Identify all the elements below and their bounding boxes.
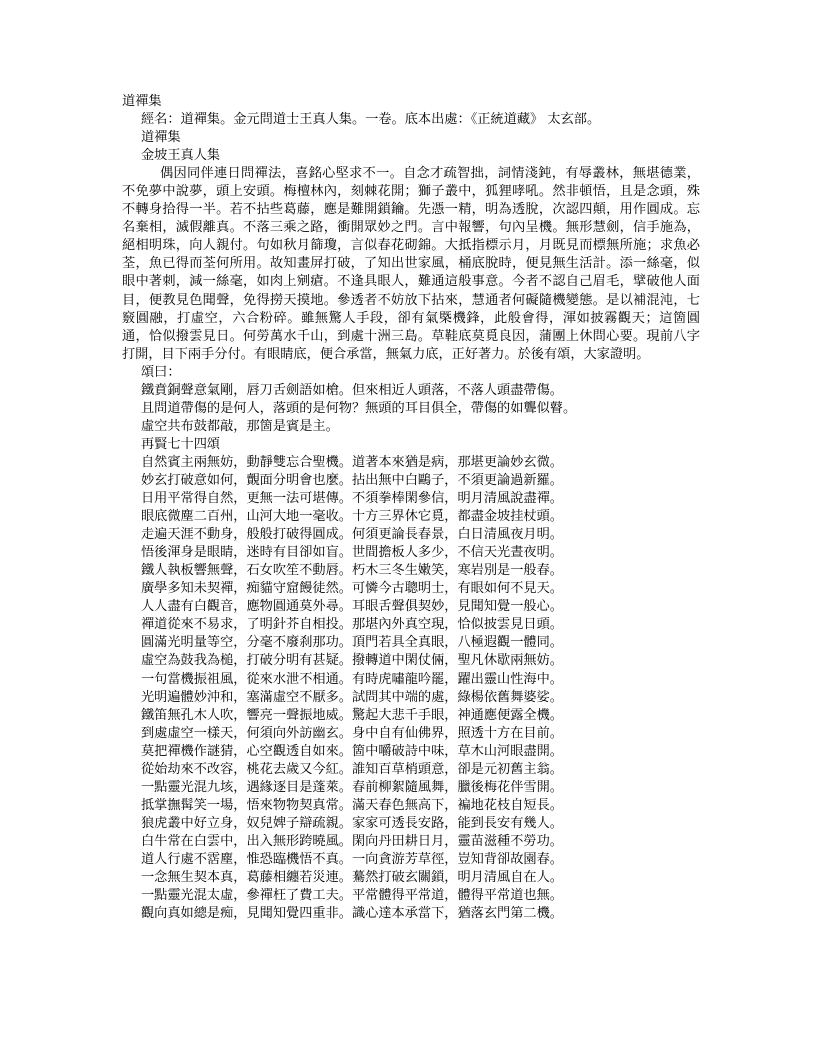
zan-verse-line: 鐵笛無孔木人吹，響亮一聲振地威。驚起大悲千手眼，神通應便露全機。 [141, 707, 563, 723]
scripture-metadata-line: 經名：道禪集。金元問道士王真人集。一卷。底本出處：《正統道藏》 太玄部。 [141, 112, 601, 128]
zan-verse-line: 日用平常得自然，更無一法可堪傳。不須拳棒閑參信，明月清風說盡禪。 [141, 491, 563, 507]
zan-section-heading: 再賢七十四頌 [141, 436, 221, 452]
zan-verse-line: 廣學多知未契禪，痴貓守窟饅徒然。可憐今古聰明士，有眼如何不見天。 [141, 581, 563, 597]
zan-verse-line: 走遍天涯不動身，般般打破得圓成。何須更論長春景，白日清風夜月明。 [141, 527, 563, 543]
zan-verse-line: 從始劫來不改容，桃花去歲又今紅。誰知百草梢頭意，卻是元初舊主翁。 [141, 761, 563, 777]
zan-verse-line: 狼虎叢中好立身，奴兒婢子辯疏親。家家可透長安路，能到長安有幾人。 [141, 815, 563, 831]
zan-verse-line: 白牛常在白雲中，出入無形跨曉風。閑向丹田耕日月，靈苗滋種不勞功。 [141, 833, 563, 849]
song-section-heading: 頌曰： [141, 364, 181, 380]
zan-verse-line: 眼底微塵二百州，山河大地一毫收。十方三界休它覓，都盡金坡挂杖頭。 [141, 509, 563, 525]
zan-verse-line: 光明遍體妙沖和，塞滿虛空不厭多。試問其中端的處，綠楊依舊舞婆娑。 [141, 689, 563, 705]
author-attribution-line: 金坡王真人集 [141, 148, 221, 164]
work-title-line: 道禪集 [141, 130, 181, 146]
zan-verse-line: 自然賓主兩無妨，動靜雙忘合聖機。道著本來猶是病，那堪更論妙玄微。 [141, 454, 563, 470]
zan-verse-line: 悟後渾身是眼睛，迷時有目卻如盲。世間擔板人多少，不信天光晝夜明。 [141, 545, 563, 561]
zan-verse-line: 到處虛空一樣天，何須向外訪幽玄。身中自有仙佛界，照透十方在目前。 [141, 725, 563, 741]
zan-verse-line: 禪道從來不易求，了明針芥自相投。那堪內外真空現，恰似披雲見日頭。 [141, 617, 563, 633]
song-verse-line: 且問道帶傷的是何人，落頭的是何物？無頭的耳目俱全，帶傷的如聾似瞽。 [141, 400, 577, 416]
song-verse-line: 鐵賁銅聲意氣剛，唇刀舌劍語如槍。但來相近人頭落，不落人頭盡帶傷。 [141, 382, 563, 398]
zan-verse-line: 道人行處不霑塵，惟恐臨機悟不真。一向貪游芳草徑，豈知背卻故園春。 [141, 851, 563, 867]
zan-verse-line: 一念無生契本真，葛藤相纏若災連。驀然打破玄關鎖，明月清風自在人。 [141, 870, 563, 886]
zan-verse-line: 一句當機振祖風，從來水泄不相通。有時虎嘯龍吟罷，躍出靈山性海中。 [141, 671, 563, 687]
zan-verse-line: 一點靈光混九垓，遇緣逐目是蓬萊。春前柳絮隨風舞，臘後梅花伴雪開。 [141, 779, 563, 795]
zan-verse-line: 妙玄打破意如何，覿面分明會也麼。拈出無中白鷗子，不須更論過新羅。 [141, 472, 563, 488]
zan-verse-line: 一點靈光混太虛，參禪枉了費工夫。平常體得平常道，體得平常道也無。 [141, 888, 563, 904]
zan-verse-line: 鐵人執板響無聲，石女吹笙不動唇。朽木三冬生嫩笑，寒岩別是一般春。 [141, 563, 563, 579]
preface-paragraph: 偶因同伴連日問禪法，喜銘心堅求不一。自念才疏智拙，詞情淺鈍，有辱叢林，無堪德業，不免夢中說夢，頭上安頭。梅檀林內，刻棘花開；獅子叢中，狐狸哮吼。然非頓悟，且是念頭，殊不轉身拾得一半。若不拈些葛藤，應是難開鎖鑰。先憑一精，明為透脫，次認四顛，用作圓成。忘名棄相，滅假離真。不落三乘之路，衝開眾妙之門。言中報響，句內呈機。無形慧劍，信手施為，絕相明珠，向人親付。句如秋月篩瓊，言似春花砌錦。大抵指標示月，月既見而標無所施；求魚必荃，魚已得而荃何所用。故知畫屏打破，了知出世家風，桶底脫時，便見無生活計。添一絲毫，似眼中著刺，減一絲毫，如肉上剜瘡。不逢具眼人，難通這般事意。今者不認自己眉毛，擘破他人面目，便教見色聞聲，免得撈天摸地。參透者不妨放下拈來，慧通者何礙隨機變態。是以補混沌，七竅圓融，打虛空，六合粉碎。雖無驚人手段，卻有氣槩機鋒，此般會得，渾如披霧觀天；這箇圓通，恰似撥雲見日。何勞萬水千山，到處十洲三島。草鞋底莫覓良因，蒲團上休問心要。現前八字打開，目下兩手分付。有眼睛底，便合承當，無氣力底，正好著力。於後有頌，大家證明。 [122, 166, 700, 362]
zan-verse-line: 抵掌撫髯笑一場，悟來物物契真常。滿天春色無高下，褊地花枝自短長。 [141, 797, 563, 813]
document-title: 道禪集 [122, 94, 162, 109]
zan-verse-line: 人人盡有白觀音，應物圓通莫外尋。耳眼舌聲俱契妙，見聞知覺一般心。 [141, 599, 563, 615]
document-body [122, 93, 700, 923]
zan-verse-line: 虛空為鼓我為槌，打破分明有甚疑。撥轉道中閑仗倆，聖凡休歇兩無妨。 [141, 653, 563, 669]
song-verse-line: 虛空共布鼓都敲，那箇是賓是主。 [141, 418, 339, 434]
zan-verse-line: 圓滿光明量等空，分毫不廢刹那功。頂門若具全真眼，八極遐觀一體同。 [141, 635, 563, 651]
zan-verse-line: 觀向真如總是痴，見聞知覺四重非。識心達本承當下，猶落玄門第二機。 [141, 906, 563, 922]
zan-verse-line: 莫把禪機作謎猜，心空觀透自如來。箇中嚼破詩中味，草木山河眼盡開。 [141, 743, 563, 759]
